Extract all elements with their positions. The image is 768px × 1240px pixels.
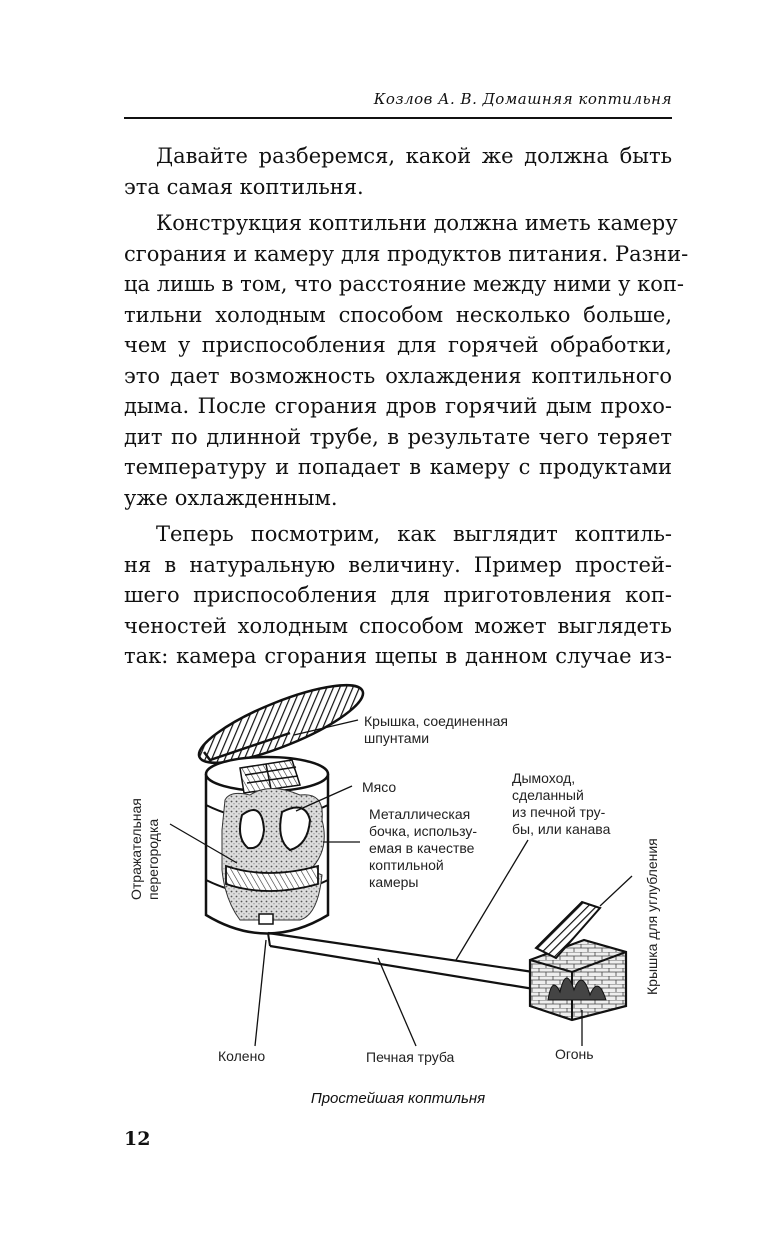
label-line: камеры	[369, 874, 419, 890]
label-pipe: Печная труба	[366, 1049, 455, 1065]
label-line: емая в качестве	[369, 840, 475, 856]
label-line: перегородка	[145, 818, 161, 900]
label-line: шпунтами	[364, 730, 430, 746]
label-line: сделанный	[512, 787, 584, 803]
text-line: ченостей холодным способом может выглядеть	[124, 613, 672, 638]
stove-pipe	[268, 933, 540, 990]
text-line: чем у приспособления для горячей обработки,	[124, 333, 672, 357]
text-line: сгорания и камеру для продуктов питания. Разни-	[124, 241, 689, 266]
barrel	[206, 757, 328, 934]
text-line: эта самая коптильня.	[124, 174, 364, 199]
label-chimney	[512, 770, 610, 838]
text-line: дит по длинной трубе, в результате чего теряет	[124, 424, 672, 449]
label-barrel	[369, 806, 477, 891]
label-line: Отражательная	[128, 798, 144, 900]
running-header: Козлов А. В. Домашняя коптильня	[373, 90, 672, 108]
label-lid	[364, 713, 508, 747]
page-number: 12	[124, 1128, 151, 1150]
text-line: шего приспособления для приготовления коп-	[124, 583, 672, 607]
label-line: бочка, использу-	[369, 823, 478, 839]
label-line: коптильной	[369, 857, 444, 873]
text-line: это дает возможность охлаждения коптильного	[124, 363, 672, 388]
label-line: из печной тру-	[512, 804, 606, 820]
label-line: Дымоход,	[512, 770, 576, 786]
label-elbow: Колено	[218, 1048, 266, 1064]
label-meat: Мясо	[362, 779, 397, 795]
text-line: ца лишь в том, что расстояние между ними у коп-	[124, 272, 684, 296]
text-line: дыма. После сгорания дров горячий дым прохо-	[124, 394, 672, 418]
text-line: уже охлажденным.	[124, 485, 338, 510]
label-line: бы, или канава	[512, 821, 611, 837]
text-line: тильни холодным способом несколько больше,	[124, 302, 672, 327]
text-line: Конструкция коптильни должна иметь камеру	[156, 211, 678, 235]
label-pit-lid: Крышка для углубления	[644, 838, 660, 995]
text-line: температуру и попадает в камеру с продуктами	[124, 455, 672, 479]
text-line: так: камера сгорания щепы в данном случае из-	[124, 644, 672, 668]
label-fire: Огонь	[555, 1046, 594, 1062]
text-line: Давайте разберемся, какой же должна быть	[156, 144, 672, 168]
text-line: ня в натуральную величину. Пример простей-	[124, 552, 672, 577]
label-line: Крышка, соединенная	[364, 713, 508, 729]
label-reflector	[128, 798, 162, 900]
text-line: Теперь посмотрим, как выглядит коптиль-	[156, 522, 672, 546]
figure-caption: Простейшая коптильня	[310, 1090, 486, 1107]
label-line: Металлическая	[369, 806, 471, 822]
fire-pit	[530, 902, 626, 1020]
